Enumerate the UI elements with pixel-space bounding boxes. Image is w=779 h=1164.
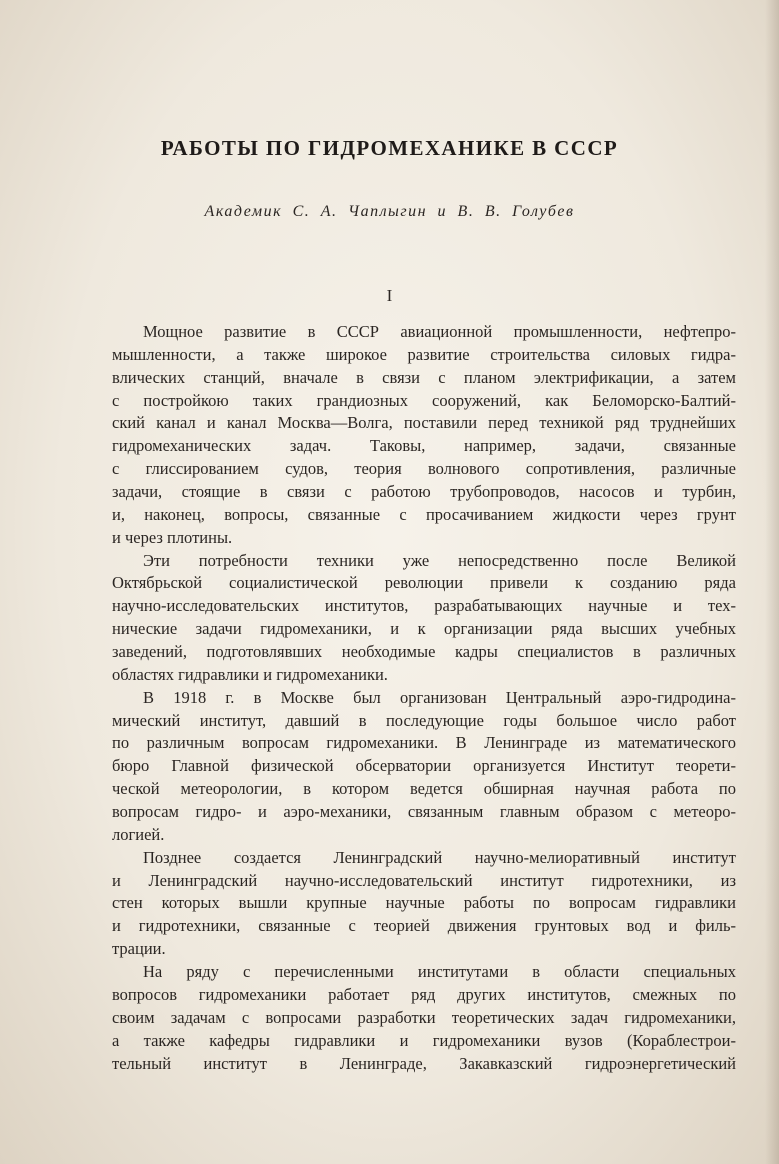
paragraph [112, 321, 736, 550]
article-title: РАБОТЫ ПО ГИДРОМЕХАНИКЕ В СССР [160, 136, 619, 160]
section-number: I [386, 286, 393, 305]
text-line: мышленности, а также широкое развитие строительства силовых гидра- [112, 344, 736, 364]
page-edge-shadow [765, 0, 779, 1164]
text-line: и гидротехники, связанные с теорией движения грунтовых вод и филь- [112, 916, 736, 936]
text-line: областях гидравлики и гидромеханики. [112, 664, 388, 684]
text-line: научно-исследовательских институтов, разрабатывающих научные и тех- [112, 596, 736, 616]
text-line: по различным вопросам гидромеханики. В Ленинграде из математического [112, 733, 736, 753]
text-line: бюро Главной физической обсерватории организуется Институт теорети- [112, 756, 736, 776]
text-line: влических станций, вначале в связи с планом электрификации, а затем [112, 367, 736, 387]
text-line: Мощное развитие в СССР авиационной промышленности, нефтепро- [143, 322, 736, 341]
text-line: а также кафедры гидравлики и гидромеханики вузов (Кораблестрои- [112, 1030, 736, 1050]
text-line: и Ленинградский научно-исследовательский институт гидротехники, из [112, 870, 736, 890]
text-line: ческой метеорологии, в котором ведется обширная научная работа по [112, 779, 736, 799]
text-line: Октябрьской социалистической революции привели к созданию ряда [112, 573, 736, 593]
text-line: логией. [112, 824, 165, 844]
text-line: и через плотины. [112, 527, 233, 547]
text-line: стен которых вышли крупные научные работы по вопросам гидравлики [112, 893, 736, 913]
text-line: с глиссированием судов, теория волнового сопротивления, различные [112, 459, 736, 479]
text-line: трации. [112, 939, 166, 959]
text-line: задачи, стоящие в связи с работою трубопроводов, насосов и турбин, [112, 482, 736, 502]
text-line: и, наконец, вопросы, связанные с просачиванием жидкости через грунт [112, 504, 736, 524]
paragraph [112, 550, 736, 687]
text-line: заведений, подготовлявших необходимые кадры специалистов в различных [112, 642, 736, 662]
text-line: вопросам гидро- и аэро-механики, связанным главным образом с метеоро- [112, 802, 736, 822]
text-line: мический институт, давший в последующие годы большое число работ [112, 710, 736, 730]
text-line: Позднее создается Ленинградский научно-мелиоративный институт [143, 847, 736, 867]
text-line: тельный институт в Ленинграде, Закавказский гидроэнергетический [112, 1053, 736, 1073]
text-line: с постройкою таких грандиозных сооружений, как Беломорско-Балтий- [112, 390, 736, 410]
article-authors: Академик С. А. Чаплыгин и В. В. Голубев [204, 203, 575, 220]
text-line: нические задачи гидромеханики, и к организации ряда высших учебных [112, 619, 736, 639]
paragraph [112, 687, 736, 847]
text-line: своим задачам с вопросами разработки теоретических задач гидромеханики, [112, 1007, 736, 1027]
text-line: Эти потребности техники уже непосредственно после Великой [143, 550, 736, 570]
text-line: На ряду с перечисленными институтами в области специальных [143, 962, 736, 982]
paragraph [112, 961, 736, 1075]
text-line: гидромеханических задач. Таковы, например, задачи, связанные [112, 436, 736, 456]
paragraph [112, 847, 736, 961]
text-line: ский канал и канал Москва—Волга, поставили перед техникой ряд труднейших [112, 413, 736, 433]
text-line: В 1918 г. в Москве был организован Центральный аэро-гидродина- [143, 687, 736, 707]
text-line: вопросов гидромеханики работает ряд других институтов, смежных по [112, 984, 736, 1004]
article-body [112, 321, 736, 1075]
